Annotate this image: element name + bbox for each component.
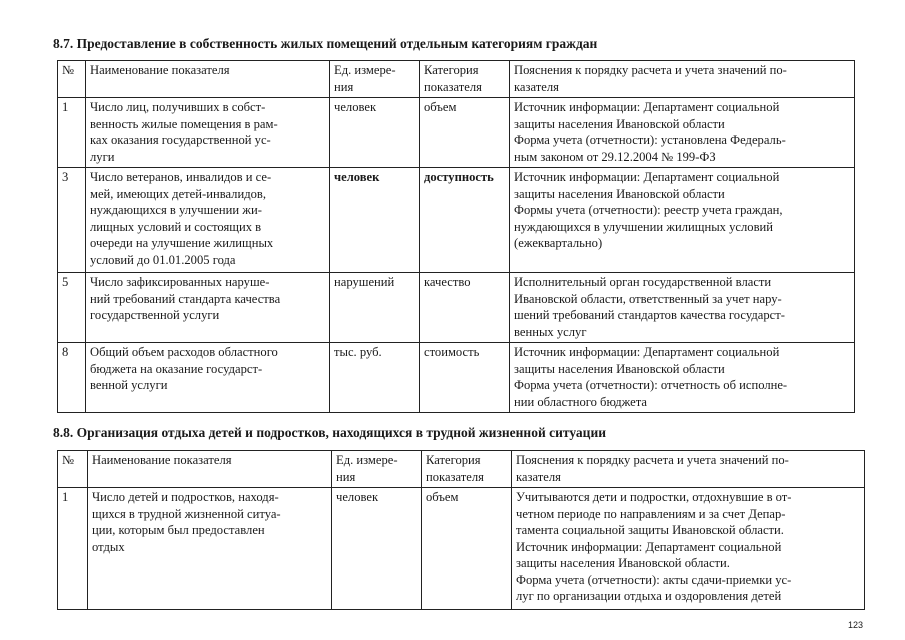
indicators-table-8-7	[57, 60, 855, 413]
indicator-explanation: Исполнительный орган государственной власти Ивановской области, ответственный за учет нару- шений требований стандартов качества государст- венных услуг	[510, 273, 855, 343]
indicator-category: доступность	[420, 168, 510, 273]
indicator-category: качество	[420, 273, 510, 343]
header-cell-number: №	[58, 451, 88, 488]
table-row	[58, 273, 855, 343]
indicator-category: стоимость	[420, 343, 510, 413]
table-row	[58, 343, 855, 413]
row-number: 1	[58, 488, 88, 610]
header-cell-name: Наименование показателя	[88, 451, 332, 488]
indicator-name: Число зафиксированных наруше- ний требований стандарта качества государственной услуги	[86, 273, 330, 343]
header-cell-category: Категория показателя	[420, 61, 510, 98]
header-cell-number: №	[58, 61, 86, 98]
indicator-explanation: Источник информации: Департамент социальной защиты населения Ивановской области Форма учета (отчетности): отчетность об исполне- нии областного бюджета	[510, 343, 855, 413]
row-number: 3	[58, 168, 86, 273]
row-number: 5	[58, 273, 86, 343]
header-cell-name: Наименование показателя	[86, 61, 330, 98]
row-number: 8	[58, 343, 86, 413]
page-number: 123	[847, 620, 863, 630]
indicator-category: объем	[422, 488, 512, 610]
indicator-name: Число детей и подростков, находя- щихся в трудной жизненной ситуа- ции, которым был предоставлен отдых	[88, 488, 332, 610]
table-row	[58, 488, 865, 610]
indicator-explanation: Учитываются дети и подростки, отдохнувшие в от- четном периоде по направлениям и за счет Депар- тамента социальной защиты Ивановской области. Источник информации: Департамент социальной защиты населения Ивановской области. Форма учета (отчетности): акты сдачи-приемки ус- луг по организации отдыха и оздоровления детей	[512, 488, 865, 610]
header-cell-explanation: Пояснения к порядку расчета и учета значений по- казателя	[512, 451, 865, 488]
row-number: 1	[58, 98, 86, 168]
indicator-explanation: Источник информации: Департамент социальной защиты населения Ивановской области Форма учета (отчетности): установлена Федераль- ным законом от 29.12.2004 № 199-ФЗ	[510, 98, 855, 168]
section-title-8-8: 8.8. Организация отдыха детей и подростков, находящихся в трудной жизненной ситуации	[53, 425, 606, 440]
table-row	[58, 168, 855, 273]
indicator-category: объем	[420, 98, 510, 168]
indicator-unit: тыс. руб.	[330, 343, 420, 413]
indicator-name: Общий объем расходов областного бюджета на оказание государст- венной услуги	[86, 343, 330, 413]
indicator-unit: человек	[330, 98, 420, 168]
table-row	[58, 98, 855, 168]
indicator-unit: человек	[330, 168, 420, 273]
indicator-name: Число ветеранов, инвалидов и се- мей, имеющих детей-инвалидов, нуждающихся в улучшении жи- лищных условий и состоящих в очереди на улучшение жилищных условий до 01.01.2005 года	[86, 168, 330, 273]
indicator-unit: человек	[332, 488, 422, 610]
indicator-name: Число лиц, получивших в собст- венность жилые помещения в рам- ках оказания государственной ус- луги	[86, 98, 330, 168]
header-cell-unit: Ед. измере- ния	[330, 61, 420, 98]
table-header-row	[58, 61, 855, 98]
section-title-8-7: 8.7. Предоставление в собственность жилых помещений отдельным категориям граждан	[53, 36, 598, 51]
header-cell-category: Категория показателя	[422, 451, 512, 488]
indicators-table-8-8	[57, 450, 865, 610]
header-cell-explanation: Пояснения к порядку расчета и учета значений по- казателя	[510, 61, 855, 98]
table-header-row	[58, 451, 865, 488]
header-cell-unit: Ед. измере- ния	[332, 451, 422, 488]
indicator-explanation: Источник информации: Департамент социальной защиты населения Ивановской области Формы учета (отчетности): реестр учета граждан, нуждающихся в улучшении жилищных условий (ежеквартально)	[510, 168, 855, 273]
indicator-unit: нарушений	[330, 273, 420, 343]
